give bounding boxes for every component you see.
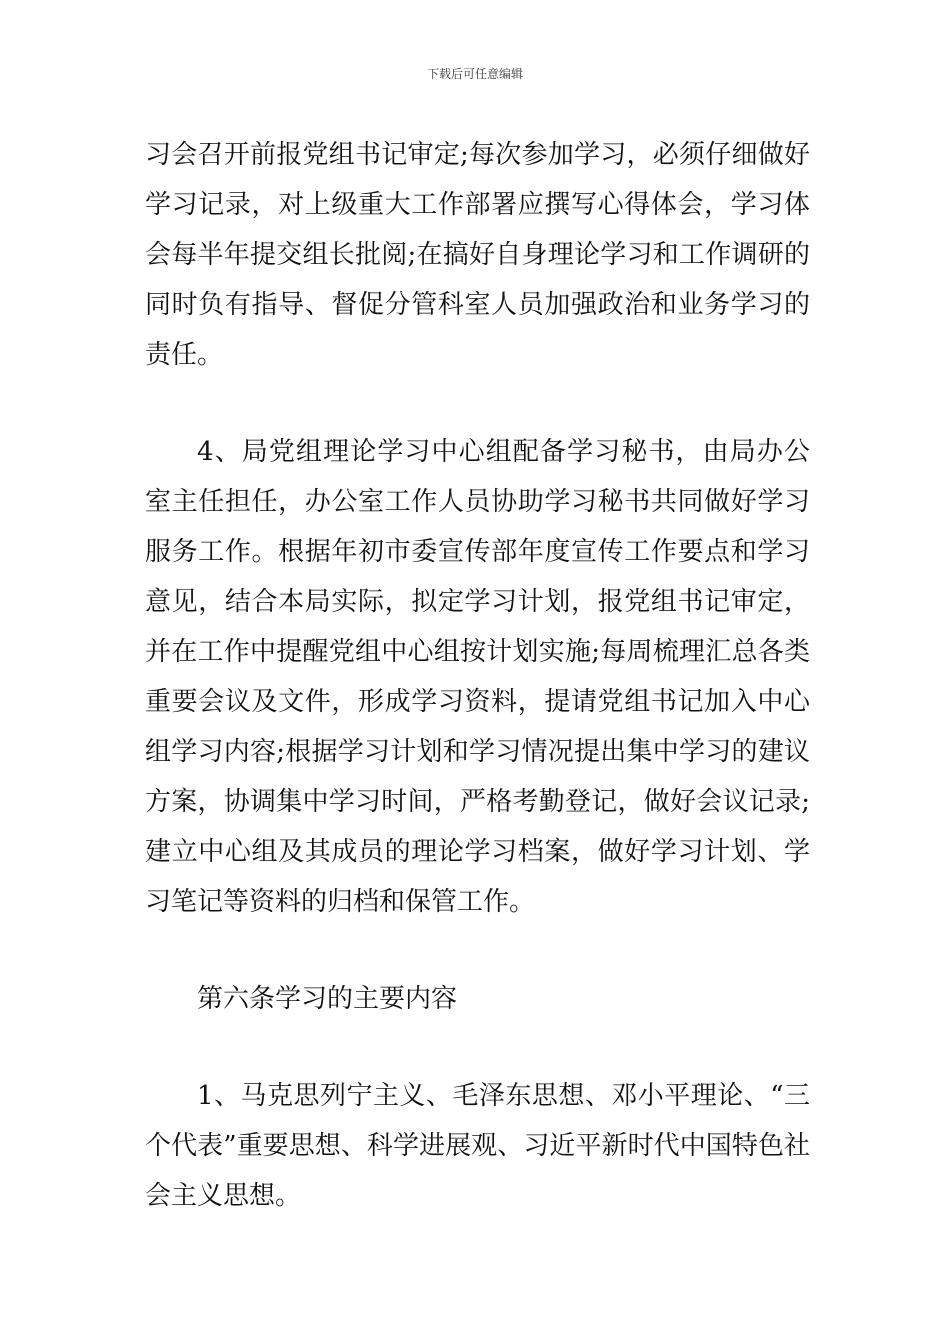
document-body	[145, 130, 810, 1221]
paragraph-item-4: 4、局党组理论学习中心组配备学习秘书，由局办公室主任担任，办公室工作人员协助学习秘书共同做好学习服务工作。根据年初市委宣传部年度宣传工作要点和学习意见，结合本局实际，拟定学习计划，报党组书记审定，并在工作中提醒党组中心组按计划实施;每周梳理汇总各类重要会议及文件，形成学习资料，提请党组书记加入中心组学习内容;根据学习计划和学习情况提出集中学习的建议方案，协调集中学习时间，严格考勤登记，做好会议记录;建立中心组及其成员的理论学习档案，做好学习计划、学习笔记等资料的归档和保管工作。	[145, 437, 810, 917]
paragraph-continuation: 习会召开前报党组书记审定;每次参加学习，必须仔细做好学习记录，对上级重大工作部署应撰写心得体会，学习体会每半年提交组长批阅;在搞好自身理论学习和工作调研的同时负有指导、督促分管科室人员加强政治和业务学习的责任。	[145, 140, 810, 370]
page-header: 下载后可任意编辑	[426, 67, 523, 81]
section-heading-article-6: 第六条学习的主要内容	[197, 984, 458, 1014]
paragraph-item-1: 1、马克思列宁主义、毛泽东思想、邓小平理论、“三个代表”重要思想、科学进展观、习近平新时代中国特色社会主义思想。	[145, 1081, 810, 1211]
